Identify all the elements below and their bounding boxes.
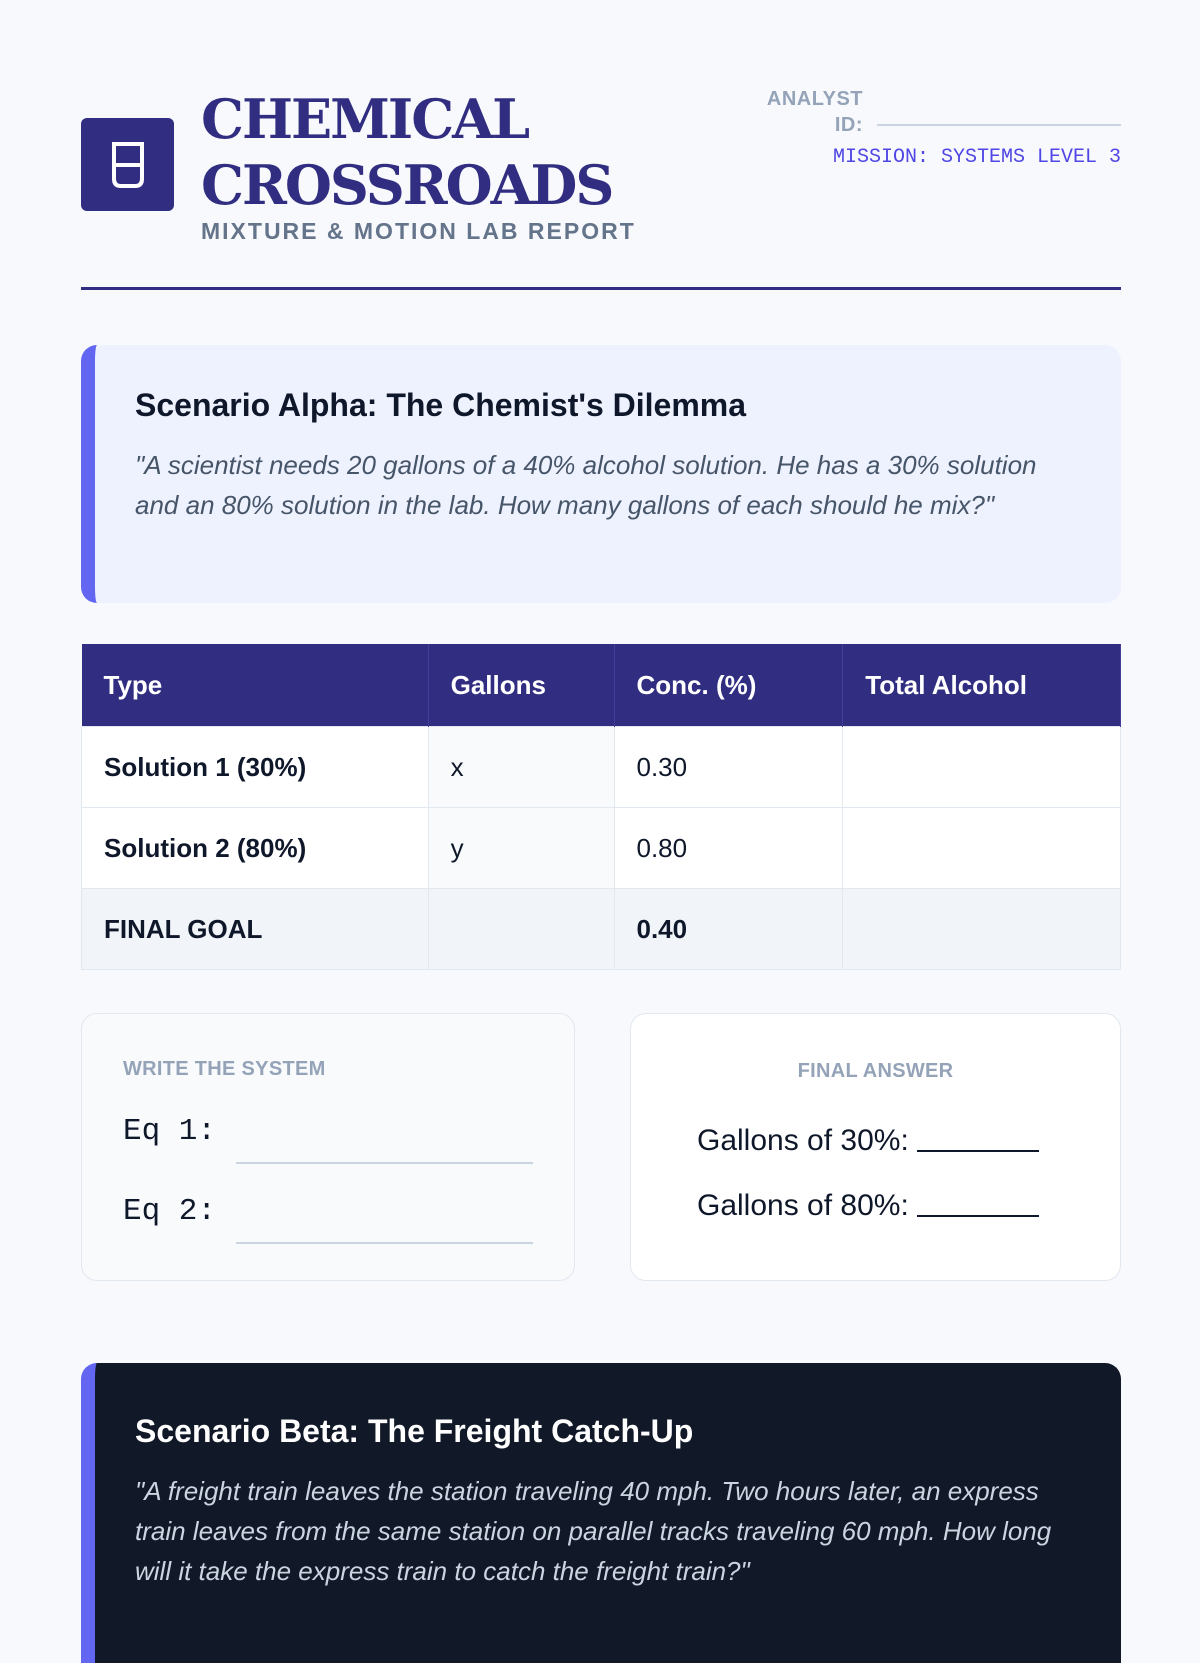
row1-concentration: 0.30 [614,727,843,808]
scenario-beta-text: "A freight train leaves the station traveling 40 mph. Two hours later, an express train leaves from the same station on parallel tracks traveling 60 mph. How long will it take the express train to catch the freight train?" [135,1476,1052,1586]
equation-2-field[interactable] [236,1242,533,1244]
scenario-alpha-card [81,345,1121,603]
row2-gallons: y [428,808,614,889]
write-system-label: WRITE THE SYSTEM [123,1058,326,1080]
row2-concentration: 0.80 [614,808,843,889]
scenario-beta-title: Scenario Beta: The Freight Catch-Up [135,1413,694,1449]
title-line-1: CHEMICAL [201,87,529,151]
table-row-final-goal [82,889,1121,970]
goal-concentration: 0.40 [614,889,843,970]
row2-total-alcohol[interactable] [843,808,1121,889]
answer-row-30-label: Gallons of 30%: [697,1124,909,1157]
page-title [201,86,636,218]
analyst-label-line-2: ID: [834,114,863,136]
goal-total-alcohol[interactable] [843,889,1121,970]
goal-type: FINAL GOAL [82,889,429,970]
header-total-alcohol: Total Alcohol [843,644,1121,727]
row1-gallons: x [428,727,614,808]
answer-row-80-label: Gallons of 80%: [697,1189,909,1222]
final-answer-box [630,1013,1121,1281]
scenario-alpha-title: Scenario Alpha: The Chemist's Dilemma [135,387,747,423]
row1-total-alcohol[interactable] [843,727,1121,808]
table-row [82,727,1121,808]
row2-type: Solution 2 (80%) [82,808,429,889]
answer-row-80 [697,1189,1039,1223]
header-divider [81,287,1121,290]
report-header [81,86,1121,246]
final-answer-label: FINAL ANSWER [797,1060,954,1082]
title-line-2: CROSSROADS [201,153,613,217]
scenario-beta-card [81,1363,1121,1663]
equation-1-label: Eq 1: [123,1114,217,1149]
analyst-id-field[interactable] [877,124,1121,126]
mission-label: MISSION: SYSTEMS LEVEL 3 [832,146,1121,169]
table-row [82,808,1121,889]
equation-2-label: Eq 2: [123,1194,217,1229]
row1-type: Solution 1 (30%) [82,727,429,808]
header-gallons: Gallons [428,644,614,727]
goal-gallons[interactable] [428,889,614,970]
page-subtitle: MIXTURE & MOTION LAB REPORT [201,218,636,244]
header-type: Type [82,644,429,727]
answer-80-field[interactable] [917,1215,1039,1217]
analyst-block [721,86,1121,186]
analyst-label-line-1: ANALYST [766,88,863,110]
beaker-icon [81,118,174,211]
equation-1-field[interactable] [236,1162,533,1164]
header-concentration: Conc. (%) [614,644,843,727]
answer-30-field[interactable] [917,1150,1039,1152]
table-header-row [82,644,1121,727]
analyst-id-label [767,86,863,138]
mixture-table [81,644,1121,970]
write-system-box [81,1013,575,1281]
scenario-alpha-text: "A scientist needs 20 gallons of a 40% alcohol solution. He has a 30% solution and an 80% solution in the lab. How many gallons of each should he mix?" [135,450,1037,520]
answer-row-30 [697,1124,1039,1158]
title-block [201,86,636,245]
